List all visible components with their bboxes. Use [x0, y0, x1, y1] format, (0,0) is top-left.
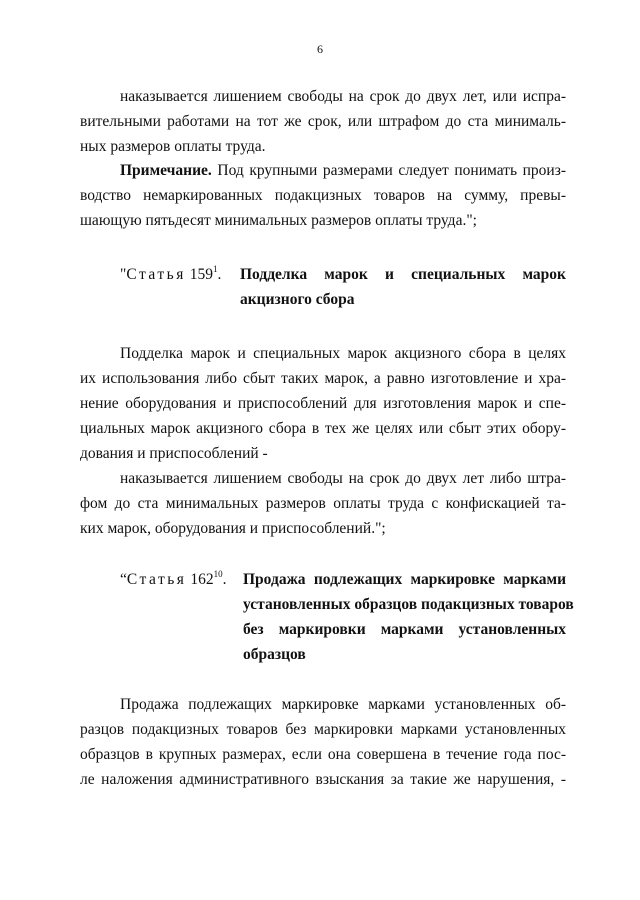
text-line: наказывается лишением свободы на срок до двух лет, или испра- — [120, 88, 566, 105]
article-word: Статья — [126, 266, 186, 283]
article-title-line: акцизного сбора — [240, 291, 355, 308]
article-superscript: 1 — [213, 263, 218, 274]
article-word: Статья — [126, 571, 187, 588]
article-number: 162 — [190, 571, 214, 588]
text-line: водство немаркированных подакцизных товаров на сумму, превы- — [80, 187, 566, 204]
article-heading-prefix: “Статья $162^{10}$. — [120, 568, 227, 588]
text-line: их использования либо сбыт таких марок, а равно изготовление и хра- — [80, 370, 566, 387]
note-label: Примечание. — [120, 162, 212, 179]
text-line: ных размеров оплаты труда. — [80, 138, 266, 155]
text-line: шающую пятьдесят минимальных размеров оплаты труда."; — [80, 212, 477, 229]
article-title-line: образцов — [243, 646, 306, 663]
text-line: фом до ста минимальных размеров оплаты труда с конфискацией та- — [80, 495, 566, 512]
article-title-line: Подделка марок и специальных марок — [240, 266, 566, 283]
text-line: вительными работами на тот же срок, или штрафом до ста минималь- — [80, 113, 566, 130]
article-number: 159 — [189, 266, 214, 283]
article-heading-prefix: "Статья $159^1$. — [120, 263, 222, 283]
text-line: дования и приспособлений - — [80, 445, 268, 462]
text-line: Подделка марок и специальных марок акцизного сбора в целях — [120, 345, 566, 362]
article-superscript: 10 — [213, 568, 223, 579]
text-line: Продажа подлежащих маркировке марками установленных об- — [120, 696, 566, 713]
text-line: нение оборудования и приспособлений для изготовления марок и спе- — [80, 395, 566, 412]
text-line: образцов в крупных размерах, если она совершена в течение года пос- — [80, 746, 566, 763]
note-text: Под крупными размерами следует понимать произ- — [211, 162, 566, 179]
page-number: 6 — [317, 42, 323, 56]
text-line: ких марок, оборудования и приспособлений."; — [80, 520, 386, 537]
article-title-line: Продажа подлежащих маркировке марками — [243, 571, 566, 588]
text-line: разцов подакцизных товаров без маркировки марками установленных — [80, 721, 566, 738]
text-line: циальных марок акцизного сбора в тех же целях или сбыт этих обору- — [80, 420, 566, 437]
text-line: ле наложения административного взыскания за такие же нарушения, - — [80, 771, 566, 788]
note-first-line — [120, 161, 566, 181]
article-title-line: без маркировки марками установленных — [243, 621, 566, 638]
text-line: наказывается лишением свободы на срок до двух лет либо штра- — [120, 470, 566, 487]
article-title-line: установленных образцов подакцизных товаров — [243, 596, 574, 613]
